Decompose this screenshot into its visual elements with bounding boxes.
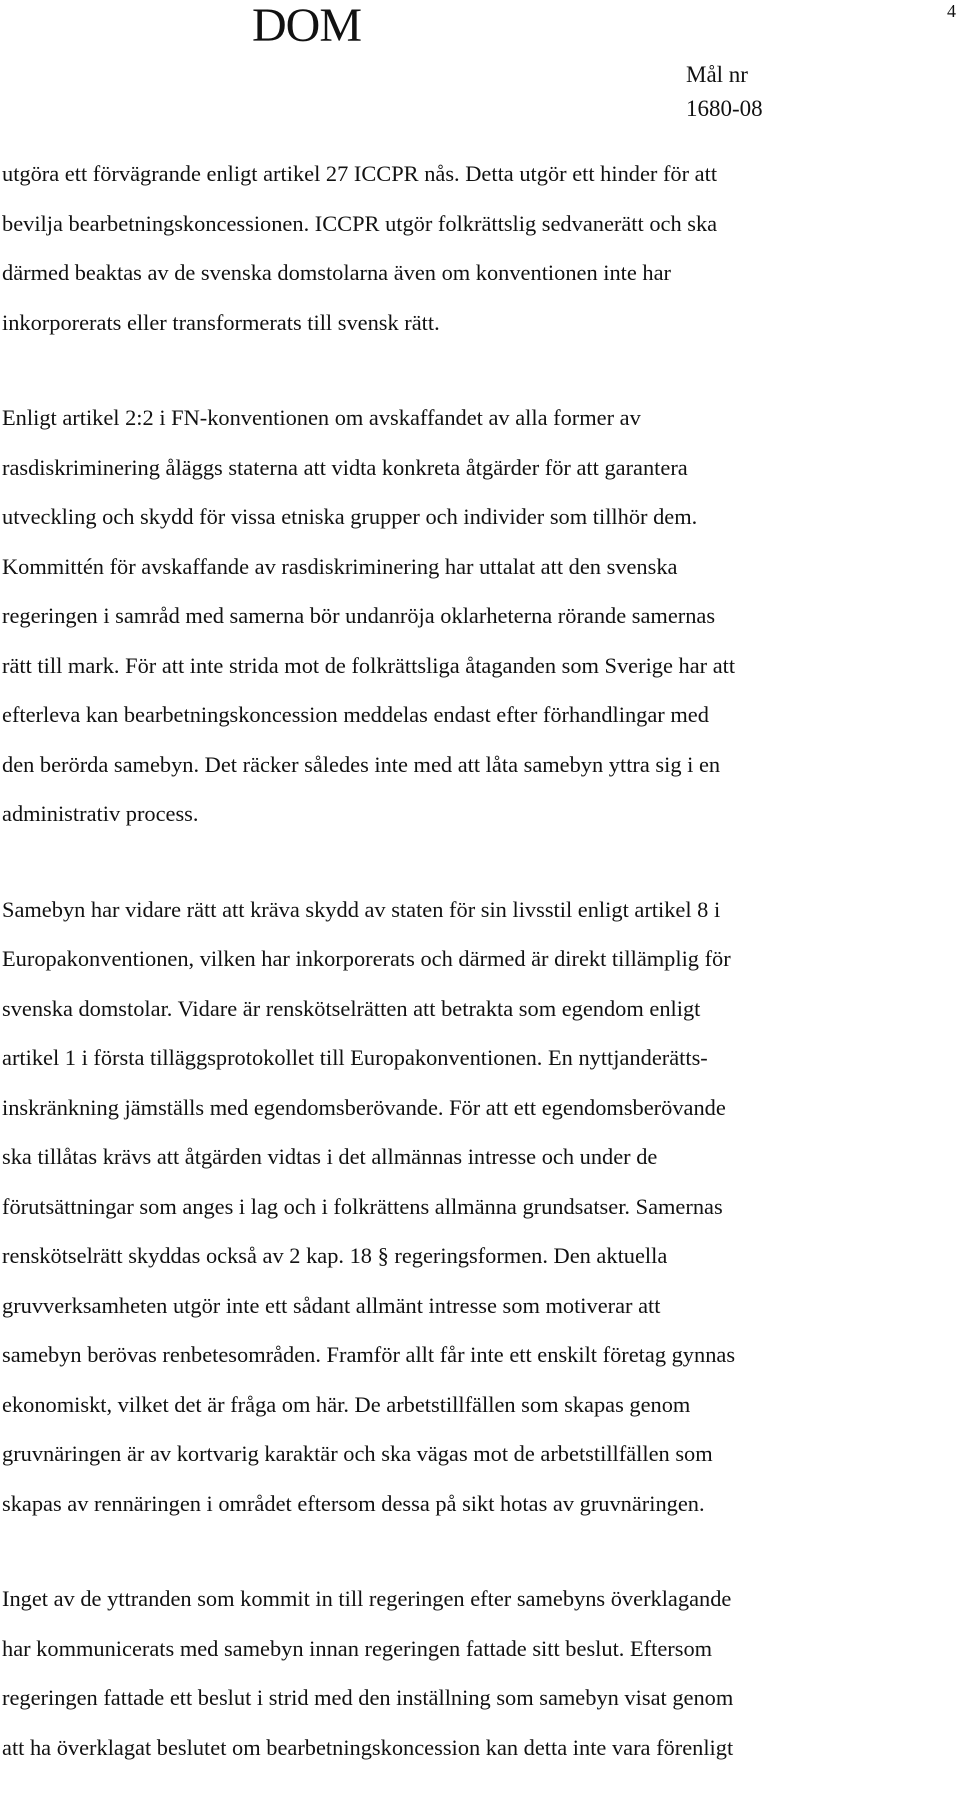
text-line: gruvnäringen är av kortvarig karaktär och ska vägas mot de arbetstillfällen som bbox=[2, 1441, 713, 1466]
text-line: utveckling och skydd för vissa etniska grupper och individer som tillhör dem. bbox=[2, 504, 698, 529]
text-line: efterleva kan bearbetningskoncession meddelas endast efter förhandlingar med bbox=[2, 702, 709, 727]
text-line: Inget av de yttranden som kommit in till regeringen efter samebyns överklagande bbox=[2, 1586, 732, 1611]
text-line: rätt till mark. För att inte strida mot de folkrättsliga åtaganden som Sverige har att bbox=[2, 652, 736, 678]
text-line: inskränkning jämställs med egendomsberövande. För att ett egendomsberövande bbox=[2, 1094, 726, 1120]
text-line: Enligt artikel 2:2 i FN-konventionen om avskaffandet av alla former av bbox=[2, 405, 641, 430]
text-line: förutsättningar som anges i lag och i folkrättens allmänna grundsatser. Samernas bbox=[2, 1193, 723, 1219]
case-label: Mål nr bbox=[686, 62, 748, 87]
text-line: den berörda samebyn. Det räcker således inte med att låta samebyn yttra sig i en bbox=[2, 751, 721, 777]
text-line: administrativ process. bbox=[2, 801, 199, 826]
paragraph bbox=[2, 393, 952, 839]
text-line: skapas av rennäringen i området eftersom dessa på sikt hotas av gruvnäringen. bbox=[2, 1490, 705, 1516]
text-line: samebyn berövas renbetesområden. Framför allt får inte ett enskilt företag gynnas bbox=[2, 1342, 736, 1367]
case-number-block bbox=[686, 58, 763, 126]
text-line: utgöra ett förvägrande enligt artikel 27 ICCPR nås. Detta utgör ett hinder för att bbox=[2, 161, 718, 186]
text-line: ekonomiskt, vilket det är fråga om här. De arbetstillfällen som skapas genom bbox=[2, 1391, 691, 1417]
paragraph bbox=[2, 149, 952, 347]
text-line: rasdiskriminering åläggs staterna att vidta konkreta åtgärder för att garantera bbox=[2, 454, 688, 480]
text-line: bevilja bearbetningskoncessionen. ICCPR utgör folkrättslig sedvanerätt och ska bbox=[2, 210, 718, 236]
text-line: svenska domstolar. Vidare är renskötselrätten att betrakta som egendom enligt bbox=[2, 995, 701, 1021]
text-line: Kommittén för avskaffande av rasdiskriminering har uttalat att den svenska bbox=[2, 553, 678, 579]
text-line: inkorporerats eller transformerats till svensk rätt. bbox=[2, 309, 440, 335]
text-line: Samebyn har vidare rätt att kräva skydd av staten för sin livsstil enligt artikel 8 i bbox=[2, 896, 721, 922]
text-line: därmed beaktas av de svenska domstolarna även om konventionen inte har bbox=[2, 260, 672, 285]
paragraph bbox=[2, 1574, 952, 1772]
text-line: artikel 1 i första tilläggsprotokollet till Europakonventionen. En nyttjanderätts- bbox=[2, 1045, 708, 1070]
text-line: Europakonventionen, vilken har inkorporerats och därmed är direkt tillämplig för bbox=[2, 946, 731, 971]
paragraph bbox=[2, 885, 952, 1529]
text-line: regeringen i samråd med samerna bör undanröja oklarheterna rörande samernas bbox=[2, 603, 716, 628]
page-number: 4 bbox=[947, 1, 956, 21]
case-number: 1680-08 bbox=[686, 96, 763, 121]
text-line: regeringen fattade ett beslut i strid med den inställning som samebyn visat genom bbox=[2, 1685, 734, 1710]
text-line: renskötselrätt skyddas också av 2 kap. 18 § regeringsformen. Den aktuella bbox=[2, 1243, 668, 1268]
document-body bbox=[2, 149, 952, 1818]
text-line: gruvverksamheten utgör inte ett sådant allmänt intresse som motiverar att bbox=[2, 1292, 661, 1318]
document-title: DOM bbox=[252, 0, 362, 52]
text-line: ska tillåtas krävs att åtgärden vidtas i det allmännas intresse och under de bbox=[2, 1144, 658, 1169]
text-line: att ha överklagat beslutet om bearbetningskoncession kan detta inte vara förenligt bbox=[2, 1734, 734, 1760]
text-line: har kommunicerats med samebyn innan regeringen fattade sitt beslut. Eftersom bbox=[2, 1635, 713, 1661]
